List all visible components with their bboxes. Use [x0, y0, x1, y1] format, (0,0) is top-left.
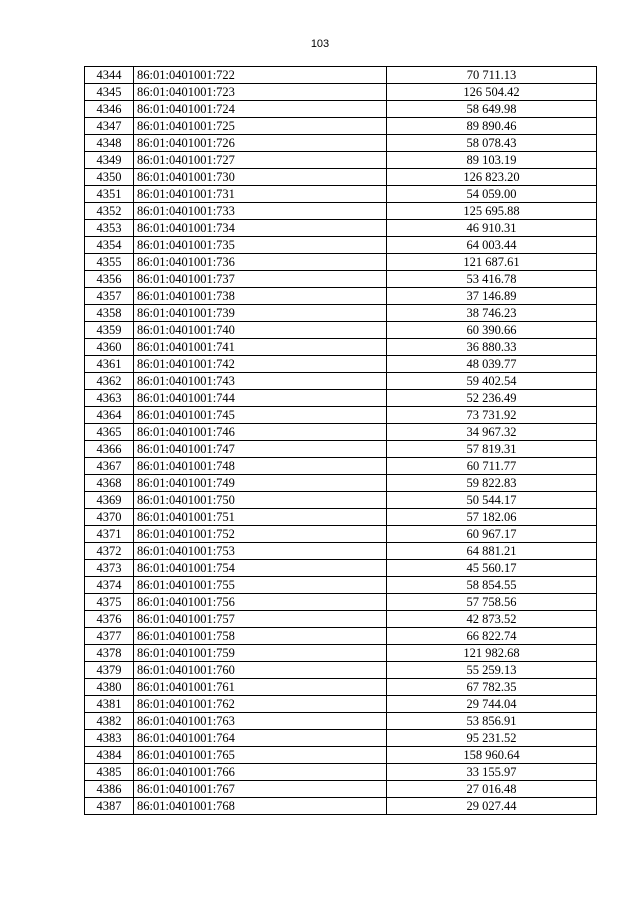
table-row: [85, 254, 597, 271]
row-number-cell: 4360: [85, 339, 134, 356]
page-number: 103: [310, 38, 330, 50]
value-cell: 121 982.68: [387, 645, 597, 662]
cadastral-number-cell: 86:01:0401001:749: [134, 475, 387, 492]
cadastral-number-cell: 86:01:0401001:765: [134, 747, 387, 764]
value-cell: 48 039.77: [387, 356, 597, 373]
row-number-cell: 4374: [85, 577, 134, 594]
cadastral-number-cell: 86:01:0401001:744: [134, 390, 387, 407]
cadastral-number-cell: 86:01:0401001:766: [134, 764, 387, 781]
table-row: [85, 237, 597, 254]
row-number-cell: 4347: [85, 118, 134, 135]
row-number-cell: 4372: [85, 543, 134, 560]
row-number-cell: 4355: [85, 254, 134, 271]
row-number-cell: 4364: [85, 407, 134, 424]
value-cell: 27 016.48: [387, 781, 597, 798]
row-number-cell: 4375: [85, 594, 134, 611]
row-number-cell: 4380: [85, 679, 134, 696]
cadastral-number-cell: 86:01:0401001:755: [134, 577, 387, 594]
row-number-cell: 4353: [85, 220, 134, 237]
value-cell: 52 236.49: [387, 390, 597, 407]
value-cell: 58 854.55: [387, 577, 597, 594]
cadastre-table: [84, 66, 597, 815]
table-row: [85, 645, 597, 662]
cadastral-number-cell: 86:01:0401001:762: [134, 696, 387, 713]
row-number-cell: 4385: [85, 764, 134, 781]
cadastral-number-cell: 86:01:0401001:751: [134, 509, 387, 526]
table-row: [85, 84, 597, 101]
row-number-cell: 4357: [85, 288, 134, 305]
table-row: [85, 271, 597, 288]
table-row: [85, 118, 597, 135]
table-row: [85, 441, 597, 458]
cadastral-number-cell: 86:01:0401001:722: [134, 67, 387, 84]
value-cell: 38 746.23: [387, 305, 597, 322]
row-number-cell: 4382: [85, 713, 134, 730]
value-cell: 60 967.17: [387, 526, 597, 543]
value-cell: 36 880.33: [387, 339, 597, 356]
row-number-cell: 4367: [85, 458, 134, 475]
cadastral-number-cell: 86:01:0401001:725: [134, 118, 387, 135]
row-number-cell: 4356: [85, 271, 134, 288]
cadastral-number-cell: 86:01:0401001:746: [134, 424, 387, 441]
row-number-cell: 4359: [85, 322, 134, 339]
value-cell: 126 823.20: [387, 169, 597, 186]
row-number-cell: 4362: [85, 373, 134, 390]
row-number-cell: 4345: [85, 84, 134, 101]
cadastral-number-cell: 86:01:0401001:754: [134, 560, 387, 577]
value-cell: 57 182.06: [387, 509, 597, 526]
value-cell: 60 711.77: [387, 458, 597, 475]
value-cell: 57 819.31: [387, 441, 597, 458]
row-number-cell: 4350: [85, 169, 134, 186]
table-row: [85, 67, 597, 84]
table-row: [85, 577, 597, 594]
cadastral-number-cell: 86:01:0401001:740: [134, 322, 387, 339]
row-number-cell: 4354: [85, 237, 134, 254]
cadastral-number-cell: 86:01:0401001:759: [134, 645, 387, 662]
cadastral-number-cell: 86:01:0401001:768: [134, 798, 387, 815]
value-cell: 45 560.17: [387, 560, 597, 577]
cadastral-number-cell: 86:01:0401001:748: [134, 458, 387, 475]
table-row: [85, 305, 597, 322]
row-number-cell: 4370: [85, 509, 134, 526]
value-cell: 37 146.89: [387, 288, 597, 305]
value-cell: 53 416.78: [387, 271, 597, 288]
cadastral-number-cell: 86:01:0401001:723: [134, 84, 387, 101]
cadastral-number-cell: 86:01:0401001:758: [134, 628, 387, 645]
cadastral-number-cell: 86:01:0401001:726: [134, 135, 387, 152]
cadastral-number-cell: 86:01:0401001:739: [134, 305, 387, 322]
cadastral-number-cell: 86:01:0401001:741: [134, 339, 387, 356]
row-number-cell: 4349: [85, 152, 134, 169]
row-number-cell: 4368: [85, 475, 134, 492]
table-row: [85, 560, 597, 577]
cadastral-number-cell: 86:01:0401001:761: [134, 679, 387, 696]
row-number-cell: 4366: [85, 441, 134, 458]
cadastral-number-cell: 86:01:0401001:750: [134, 492, 387, 509]
cadastral-number-cell: 86:01:0401001:731: [134, 186, 387, 203]
value-cell: 29 744.04: [387, 696, 597, 713]
table-row: [85, 101, 597, 118]
table-row: [85, 611, 597, 628]
value-cell: 66 822.74: [387, 628, 597, 645]
table-body: [85, 67, 597, 815]
table-row: [85, 373, 597, 390]
value-cell: 34 967.32: [387, 424, 597, 441]
cadastral-number-cell: 86:01:0401001:730: [134, 169, 387, 186]
table-row: [85, 594, 597, 611]
cadastral-number-cell: 86:01:0401001:733: [134, 203, 387, 220]
table-row: [85, 492, 597, 509]
table-row: [85, 203, 597, 220]
row-number-cell: 4351: [85, 186, 134, 203]
row-number-cell: 4361: [85, 356, 134, 373]
table-row: [85, 662, 597, 679]
row-number-cell: 4348: [85, 135, 134, 152]
value-cell: 125 695.88: [387, 203, 597, 220]
value-cell: 95 231.52: [387, 730, 597, 747]
value-cell: 58 649.98: [387, 101, 597, 118]
value-cell: 46 910.31: [387, 220, 597, 237]
row-number-cell: 4371: [85, 526, 134, 543]
cadastral-number-cell: 86:01:0401001:753: [134, 543, 387, 560]
table-row: [85, 713, 597, 730]
row-number-cell: 4352: [85, 203, 134, 220]
value-cell: 57 758.56: [387, 594, 597, 611]
cadastral-number-cell: 86:01:0401001:736: [134, 254, 387, 271]
value-cell: 59 822.83: [387, 475, 597, 492]
row-number-cell: 4344: [85, 67, 134, 84]
value-cell: 126 504.42: [387, 84, 597, 101]
row-number-cell: 4377: [85, 628, 134, 645]
table-row: [85, 679, 597, 696]
value-cell: 55 259.13: [387, 662, 597, 679]
value-cell: 60 390.66: [387, 322, 597, 339]
cadastral-number-cell: 86:01:0401001:767: [134, 781, 387, 798]
table-row: [85, 152, 597, 169]
value-cell: 73 731.92: [387, 407, 597, 424]
table-row: [85, 220, 597, 237]
row-number-cell: 4378: [85, 645, 134, 662]
cadastral-number-cell: 86:01:0401001:742: [134, 356, 387, 373]
row-number-cell: 4386: [85, 781, 134, 798]
table-row: [85, 696, 597, 713]
value-cell: 59 402.54: [387, 373, 597, 390]
value-cell: 33 155.97: [387, 764, 597, 781]
table-row: [85, 135, 597, 152]
table-row: [85, 390, 597, 407]
row-number-cell: 4373: [85, 560, 134, 577]
table-row: [85, 339, 597, 356]
row-number-cell: 4383: [85, 730, 134, 747]
row-number-cell: 4387: [85, 798, 134, 815]
value-cell: 53 856.91: [387, 713, 597, 730]
row-number-cell: 4358: [85, 305, 134, 322]
row-number-cell: 4379: [85, 662, 134, 679]
cadastral-number-cell: 86:01:0401001:747: [134, 441, 387, 458]
table-row: [85, 781, 597, 798]
row-number-cell: 4369: [85, 492, 134, 509]
value-cell: 54 059.00: [387, 186, 597, 203]
row-number-cell: 4384: [85, 747, 134, 764]
cadastral-number-cell: 86:01:0401001:745: [134, 407, 387, 424]
row-number-cell: 4363: [85, 390, 134, 407]
table-row: [85, 407, 597, 424]
row-number-cell: 4376: [85, 611, 134, 628]
cadastral-number-cell: 86:01:0401001:764: [134, 730, 387, 747]
cadastral-number-cell: 86:01:0401001:743: [134, 373, 387, 390]
cadastral-number-cell: 86:01:0401001:734: [134, 220, 387, 237]
table-row: [85, 509, 597, 526]
table-row: [85, 288, 597, 305]
value-cell: 64 881.21: [387, 543, 597, 560]
table-row: [85, 424, 597, 441]
value-cell: 89 890.46: [387, 118, 597, 135]
table-row: [85, 186, 597, 203]
value-cell: 158 960.64: [387, 747, 597, 764]
cadastral-number-cell: 86:01:0401001:727: [134, 152, 387, 169]
value-cell: 70 711.13: [387, 67, 597, 84]
table-row: [85, 543, 597, 560]
value-cell: 64 003.44: [387, 237, 597, 254]
value-cell: 29 027.44: [387, 798, 597, 815]
cadastral-number-cell: 86:01:0401001:737: [134, 271, 387, 288]
cadastral-number-cell: 86:01:0401001:738: [134, 288, 387, 305]
cadastral-number-cell: 86:01:0401001:735: [134, 237, 387, 254]
row-number-cell: 4365: [85, 424, 134, 441]
table-row: [85, 458, 597, 475]
table-row: [85, 169, 597, 186]
value-cell: 58 078.43: [387, 135, 597, 152]
value-cell: 42 873.52: [387, 611, 597, 628]
table-row: [85, 747, 597, 764]
table-row: [85, 798, 597, 815]
table-row: [85, 628, 597, 645]
table-row: [85, 526, 597, 543]
row-number-cell: 4346: [85, 101, 134, 118]
value-cell: 50 544.17: [387, 492, 597, 509]
cadastral-number-cell: 86:01:0401001:760: [134, 662, 387, 679]
value-cell: 89 103.19: [387, 152, 597, 169]
row-number-cell: 4381: [85, 696, 134, 713]
table-row: [85, 356, 597, 373]
cadastral-number-cell: 86:01:0401001:752: [134, 526, 387, 543]
table-row: [85, 730, 597, 747]
value-cell: 67 782.35: [387, 679, 597, 696]
value-cell: 121 687.61: [387, 254, 597, 271]
table-row: [85, 764, 597, 781]
cadastral-number-cell: 86:01:0401001:757: [134, 611, 387, 628]
cadastral-number-cell: 86:01:0401001:763: [134, 713, 387, 730]
cadastral-number-cell: 86:01:0401001:756: [134, 594, 387, 611]
cadastral-number-cell: 86:01:0401001:724: [134, 101, 387, 118]
table-row: [85, 475, 597, 492]
table-row: [85, 322, 597, 339]
